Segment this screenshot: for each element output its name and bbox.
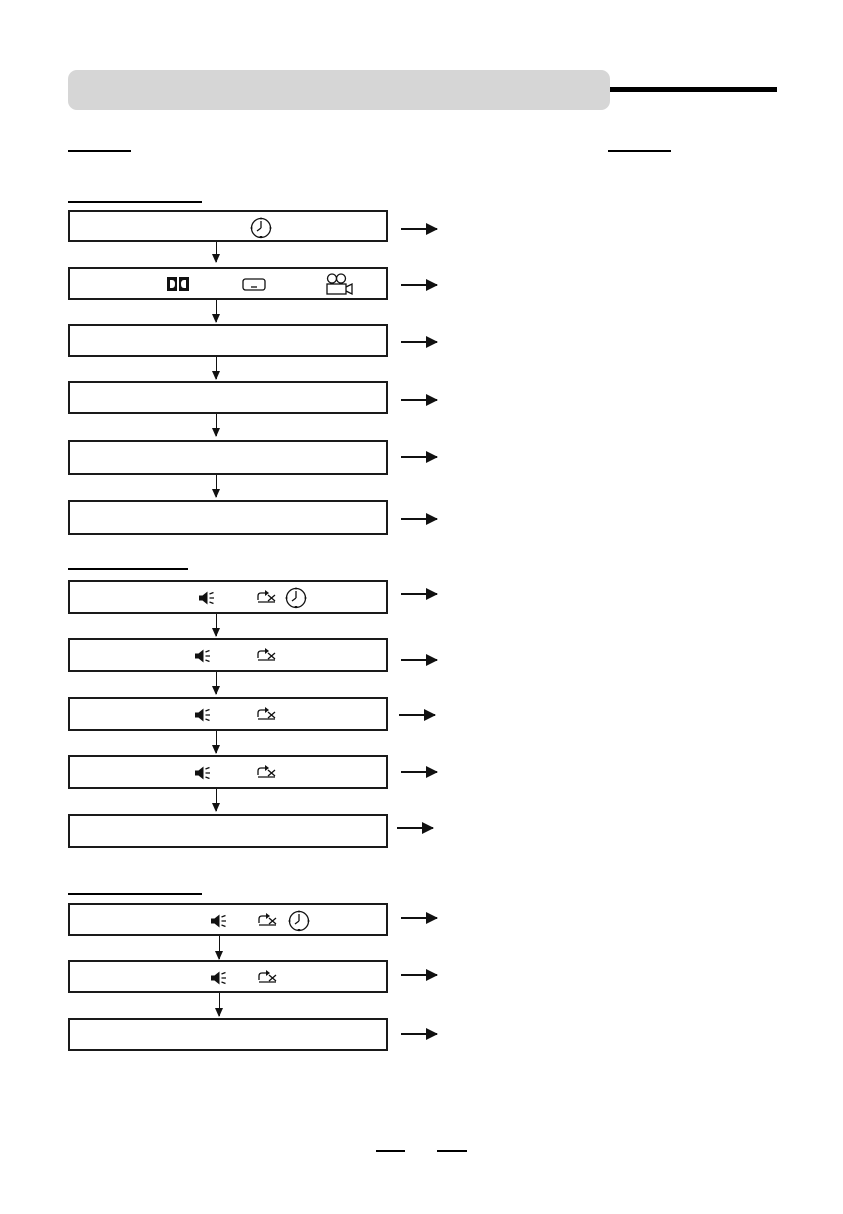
repeat-off-icon [256,764,278,780]
clock-icon [250,217,272,239]
menu-box-3-3 [68,1018,388,1051]
flow-down-arrow [216,242,217,262]
flow-down-arrow [219,936,220,959]
flow-down-arrow [216,614,217,636]
result-arrow [401,917,437,919]
result-arrow [401,974,437,976]
menu-box-3-2 [68,960,388,993]
result-arrow [401,771,437,773]
result-arrow [399,714,435,716]
repeat-off-icon [256,647,278,663]
camera-angle-icon [326,273,354,296]
section-3-heading-underline [68,893,202,895]
flow-down-arrow [216,789,217,811]
speaker-icon [194,766,211,780]
footer-underline-left [376,1150,405,1152]
result-arrow [401,593,437,595]
result-arrow [401,284,437,286]
flow-down-arrow [216,414,217,436]
flow-down-arrow [216,357,217,379]
result-arrow [401,341,437,343]
speaker-icon [198,591,215,605]
result-arrow [401,456,437,458]
menu-box-2-2 [68,638,388,672]
clock-icon [285,587,307,609]
flow-down-arrow [216,731,217,753]
section-1-heading-underline [68,201,202,203]
dolby-icon [166,276,192,293]
speaker-icon [210,971,227,985]
menu-box-1-1 [68,210,388,242]
menu-box-2-1 [68,580,388,614]
result-arrow [401,659,437,661]
result-arrow [397,827,433,829]
menu-box-2-4 [68,755,388,789]
result-arrow [401,399,437,401]
flow-down-arrow [216,672,217,694]
menu-box-2-3 [68,697,388,731]
menu-box-1-2 [68,267,388,300]
header-rule [610,87,777,92]
left-column-heading-underline [68,150,131,152]
right-column-heading-underline [608,150,671,152]
repeat-off-icon [257,969,279,985]
menu-box-1-5 [68,440,388,475]
speaker-icon [194,708,211,722]
flow-down-arrow [219,993,220,1016]
result-arrow [401,228,437,230]
repeat-off-icon [257,912,279,928]
footer-underline-right [437,1150,467,1152]
result-arrow [401,518,437,520]
menu-box-3-1 [68,903,388,936]
clock-icon [288,910,310,932]
speaker-icon [210,914,227,928]
speaker-icon [194,649,211,663]
flow-down-arrow [216,475,217,497]
section-2-heading-underline [68,568,188,570]
repeat-off-icon [256,589,278,605]
result-arrow [401,1033,437,1035]
flow-down-arrow [216,300,217,322]
disc-tray-icon [242,278,266,291]
menu-box-1-6 [68,500,388,535]
menu-box-2-5 [68,814,388,848]
menu-box-1-4 [68,381,388,414]
repeat-off-icon [256,706,278,722]
menu-box-1-3 [68,324,388,357]
header-title-bar [68,70,610,110]
